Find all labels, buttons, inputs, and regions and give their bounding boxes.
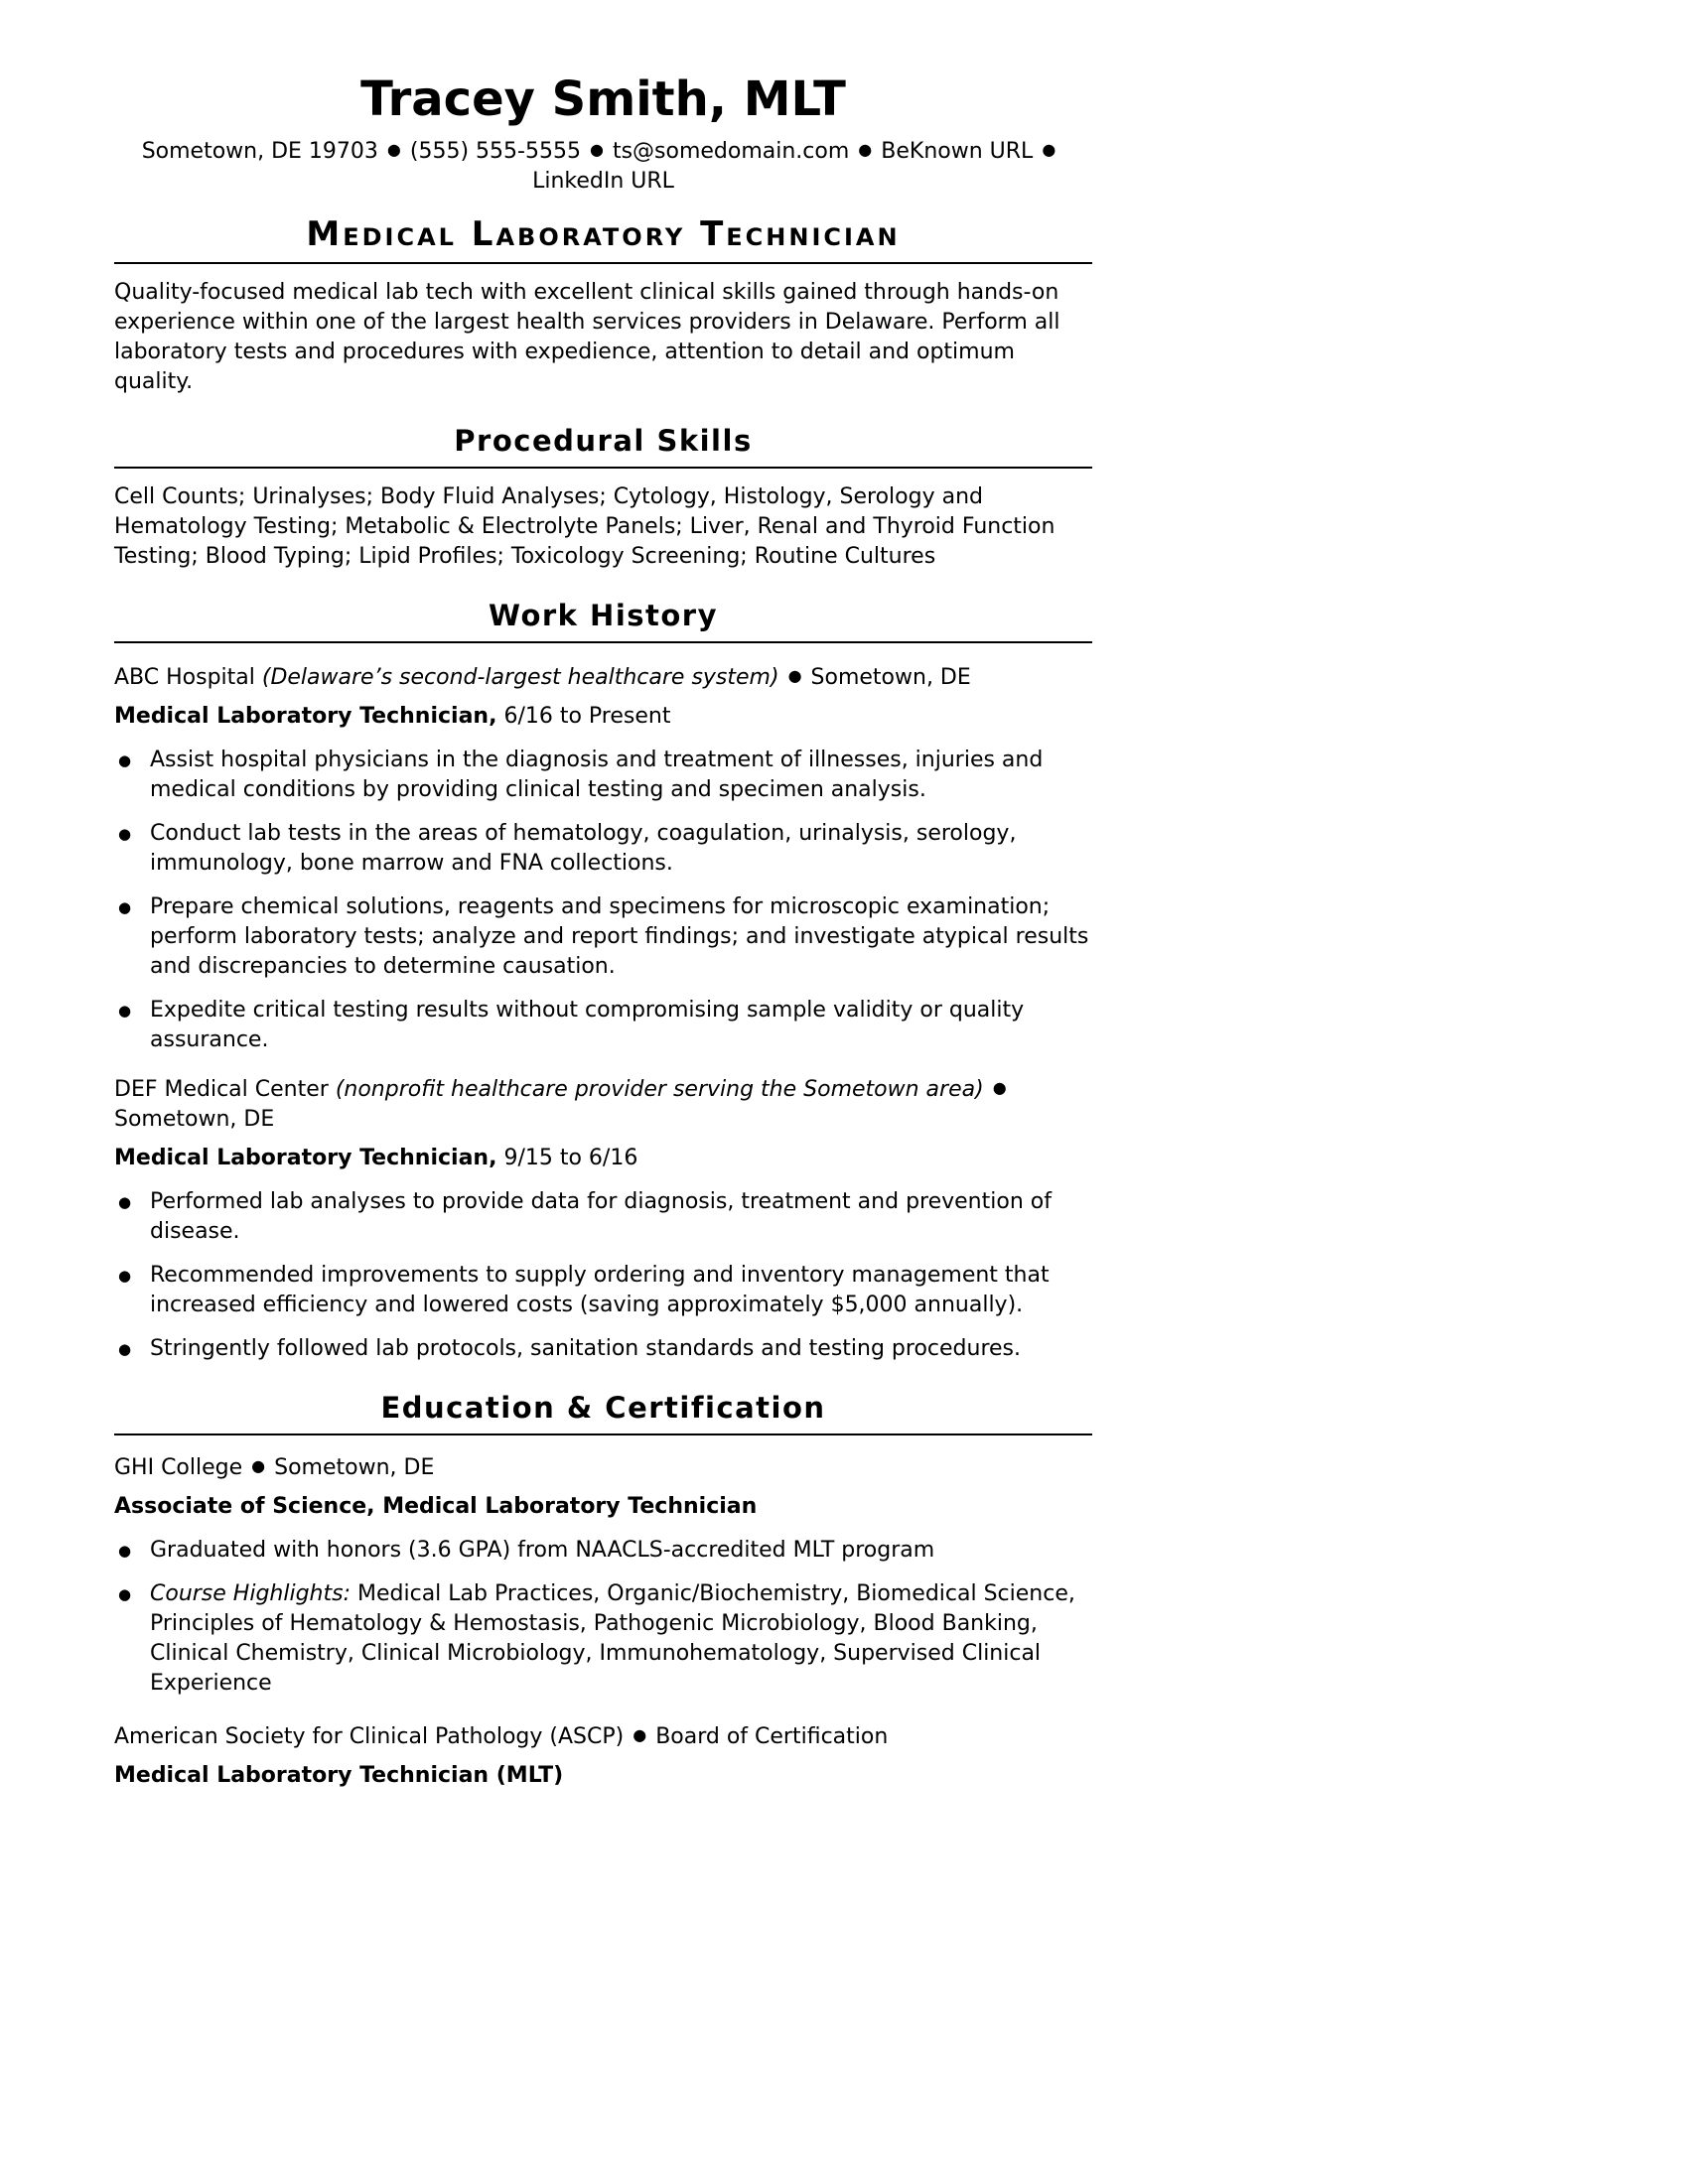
job-title-line	[114, 1144, 1092, 1173]
contact-location: Sometown, DE 19703	[141, 139, 378, 164]
certification-title: Medical Laboratory Technician (MLT)	[114, 1763, 564, 1788]
resume-content	[114, 71, 1092, 1791]
certification-line	[114, 1722, 1092, 1752]
dot-separator-icon: ●	[589, 140, 604, 159]
dot-separator-icon: ●	[1042, 140, 1056, 159]
employer-line	[114, 663, 1092, 693]
dot-separator-icon: ●	[633, 1725, 647, 1744]
contact-linkedin-url: LinkedIn URL	[532, 169, 674, 194]
bullet-marker-icon: ●	[118, 1340, 132, 1358]
bullet-marker-icon: ●	[118, 825, 132, 843]
job-entry	[114, 1075, 1092, 1364]
contact-phone: (555) 555-5555	[409, 139, 581, 164]
bullet-text: Performed lab analyses to provide data for diagnosis, treatment and prevention of disease.	[150, 1189, 1052, 1244]
list-item	[114, 1334, 1092, 1364]
list-item	[114, 996, 1092, 1055]
list-item	[114, 1187, 1092, 1247]
bullet-text: Stringently followed lab protocols, sanitation standards and testing procedures.	[150, 1336, 1022, 1361]
bullet-text	[150, 1579, 1092, 1699]
course-highlights-text: Medical Lab Practices, Organic/Biochemistry, Biomedical Science, Principles of Hematology & Hemostasis, Pathogenic Microbiology, Blood Banking, Clinical Chemistry, Clinical Microbiology, Immunohematology, Supervised Clinical Experience	[150, 1581, 1075, 1696]
course-highlights-label: Course Highlights:	[150, 1581, 351, 1606]
dot-separator-icon: ●	[787, 666, 802, 685]
school-location: Sometown, DE	[274, 1455, 435, 1480]
bullet-marker-icon: ●	[118, 1585, 132, 1603]
school-line	[114, 1453, 1092, 1483]
contact-line	[114, 137, 1092, 197]
summary-text: Quality-focused medical lab tech with excellent clinical skills gained through hands-on experience within one of the largest health services providers in Delaware. Perform all laboratory tests and procedures with expedience, attention to detail and optimum quality.	[114, 280, 1060, 394]
list-item	[114, 819, 1092, 879]
list-item	[114, 1579, 1092, 1699]
bullet-text: Recommended improvements to supply ordering and inventory management that increased efficiency and lowered costs (saving approximately $5,000 annually).	[150, 1263, 1050, 1317]
contact-email: ts@somedomain.com	[612, 139, 850, 164]
employer-name: DEF Medical Center	[114, 1077, 329, 1102]
dot-separator-icon: ●	[992, 1078, 1007, 1097]
bullet-text: Prepare chemical solutions, reagents and specimens for microscopic examination; perform laboratory tests; analyze and report findings; and investigate atypical results and discrepancies to determine causation.	[150, 894, 1089, 979]
employer-name: ABC Hospital	[114, 665, 255, 690]
bullet-marker-icon: ●	[118, 1542, 132, 1560]
employer-description: (Delaware’s second-largest healthcare system)	[261, 665, 779, 690]
job-dates: 6/16 to Present	[503, 704, 671, 729]
bullet-marker-icon: ●	[118, 1193, 132, 1211]
bullet-text: Graduated with honors (3.6 GPA) from NAACLS-accredited MLT program	[150, 1538, 935, 1563]
bullet-text: Assist hospital physicians in the diagnosis and treatment of illnesses, injuries and medical conditions by providing clinical testing and specimen analysis.	[150, 748, 1044, 802]
job-title: Medical Laboratory Technician,	[114, 704, 497, 729]
bullet-text: Expedite critical testing results without compromising sample validity or quality assurance.	[150, 998, 1025, 1052]
job-title-line	[114, 702, 1092, 732]
bullet-marker-icon: ●	[118, 1267, 132, 1285]
school-name: GHI College	[114, 1455, 243, 1480]
section-heading-skills: Procedural Skills	[114, 423, 1092, 469]
dot-separator-icon: ●	[858, 140, 873, 159]
bullet-text: Conduct lab tests in the areas of hematology, coagulation, urinalysis, serology, immunology, bone marrow and FNA collections.	[150, 821, 1017, 876]
certification-board: Board of Certification	[655, 1724, 889, 1749]
bullet-marker-icon: ●	[118, 1002, 132, 1020]
headline-title: Medical Laboratory Technician	[114, 212, 1092, 264]
contact-beknown-url: BeKnown URL	[881, 139, 1034, 164]
employer-line	[114, 1075, 1092, 1135]
job-location: Sometown, DE	[114, 1107, 275, 1132]
section-heading-work-history: Work History	[114, 598, 1092, 643]
job-entry	[114, 663, 1092, 1055]
degree: Associate of Science, Medical Laboratory Technician	[114, 1494, 758, 1519]
skills-text: Cell Counts; Urinalyses; Body Fluid Analyses; Cytology, Histology, Serology and Hematology Testing; Metabolic & Electrolyte Panels; Liver, Renal and Thyroid Function Testing; Blood Typing; Lipid Profiles; Toxicology Screening; Routine Cultures	[114, 484, 1055, 569]
list-item	[114, 1536, 1092, 1566]
employer-description: (nonprofit healthcare provider serving the Sometown area)	[335, 1077, 984, 1102]
job-location: Sometown, DE	[810, 665, 971, 690]
dot-separator-icon: ●	[251, 1456, 266, 1475]
job-title: Medical Laboratory Technician,	[114, 1146, 497, 1170]
bullet-marker-icon: ●	[118, 898, 132, 916]
section-heading-education: Education & Certification	[114, 1390, 1092, 1435]
certification-organization: American Society for Clinical Pathology (ASCP)	[114, 1724, 625, 1749]
list-item	[114, 746, 1092, 805]
dot-separator-icon: ●	[386, 140, 401, 159]
job-dates: 9/15 to 6/16	[503, 1146, 638, 1170]
bullet-marker-icon: ●	[118, 751, 132, 769]
candidate-name: Tracey Smith, MLT	[360, 71, 846, 127]
list-item	[114, 892, 1092, 982]
list-item	[114, 1261, 1092, 1320]
